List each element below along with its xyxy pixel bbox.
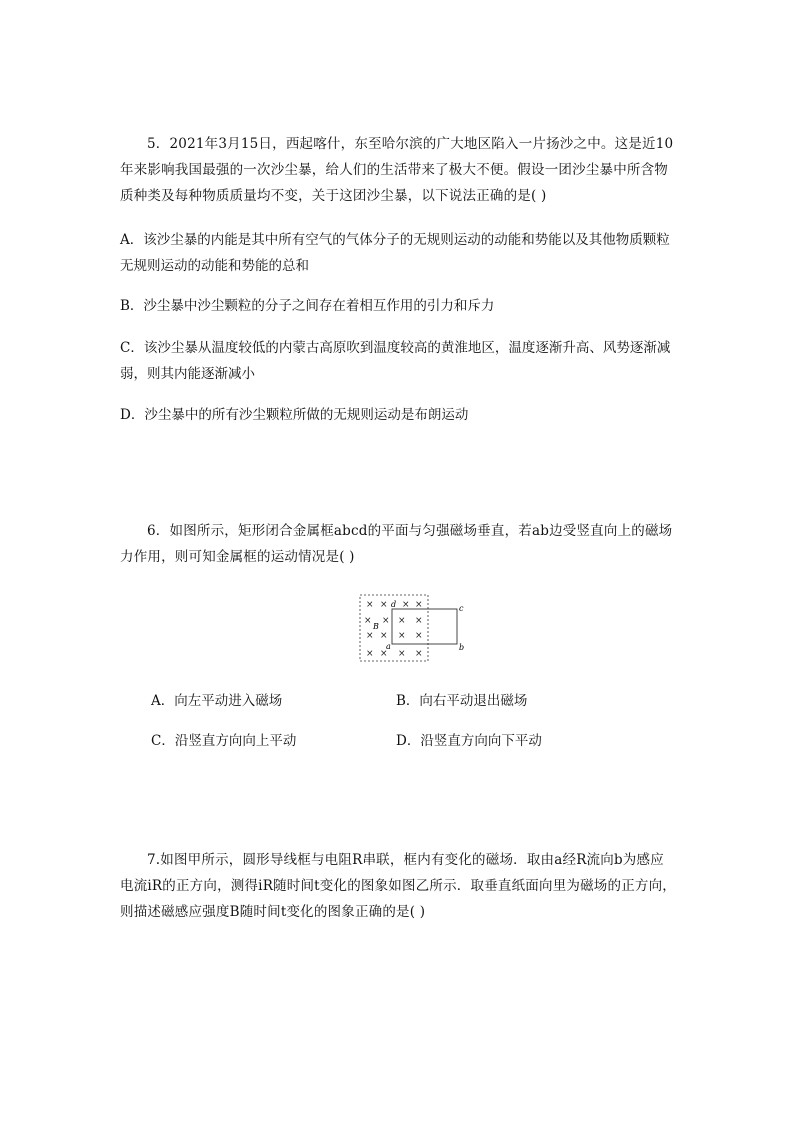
- question-5-option-b: B．沙尘暴中沙尘颗粒的分子之间存在着相互作用的引力和斥力: [120, 298, 495, 314]
- label-c: c: [459, 604, 464, 613]
- field-cross: ×: [366, 649, 374, 659]
- question-5-option-d: D．沙尘暴中的所有沙尘颗粒所做的无规则运动是布朗运动: [120, 407, 469, 423]
- field-cross: ×: [398, 631, 406, 641]
- magnetic-field-frame-figure: [355, 592, 475, 664]
- field-cross: ×: [380, 649, 388, 659]
- question-6-option-a: A．向左平动进入磁场: [151, 693, 283, 709]
- field-cross: ×: [366, 631, 374, 641]
- question-6-option-d: D．沿竖直方向向下平动: [396, 733, 542, 749]
- question-5-option-c: C．该沙尘暴从温度较低的内蒙古高原吹到温度较高的黄淮地区，温度逐渐升高、风势逐渐减弱，则其内能逐渐减小: [120, 340, 671, 382]
- figure-svg: [355, 592, 475, 664]
- field-cross: ×: [415, 631, 423, 641]
- field-cross: ×: [382, 616, 390, 626]
- field-cross: ×: [398, 649, 406, 659]
- question-7-stem: 7.如图甲所示，圆形导线框与电阻R串联，框内有变化的磁场．取由a经R流向b为感应电流iR的正方向，测得iR随时间t变化的图象如图乙所示．取垂直纸面向里为磁场的正方向，则描述磁感应强度B随时间t变化的图象正确的是( ): [120, 852, 676, 920]
- question-6-option-b: B．向右平动退出磁场: [396, 693, 528, 709]
- label-field-b: B: [373, 622, 379, 631]
- label-b: b: [459, 643, 465, 652]
- label-a: a: [386, 642, 391, 651]
- question-5-option-a: A．该沙尘暴的内能是其中所有空气的气体分子的无规则运动的动能和势能以及其他物质颗粒无规则运动的动能和势能的总和: [120, 232, 670, 274]
- field-cross: ×: [364, 616, 372, 626]
- field-cross: ×: [415, 600, 423, 610]
- field-cross: ×: [366, 600, 374, 610]
- field-cross: ×: [380, 600, 388, 610]
- field-cross: ×: [415, 616, 423, 626]
- field-cross: ×: [402, 600, 410, 610]
- field-cross: ×: [380, 631, 388, 641]
- label-d: d: [391, 600, 397, 609]
- field-cross: ×: [415, 649, 423, 659]
- question-6-stem: 6．如图所示，矩形闭合金属框abcd的平面与匀强磁场垂直，若ab边受竖直向上的磁场力作用，则可知金属框的运动情况是( ): [120, 523, 673, 565]
- field-cross: ×: [398, 616, 406, 626]
- question-6-option-c: C．沿竖直方向向上平动: [151, 733, 297, 749]
- question-5-stem: 5．2021年3月15日，西起喀什，东至哈尔滨的广大地区陷入一片扬沙之中。这是近10年来影响我国最强的一次沙尘暴，给人们的生活带来了极大不便。假设一团沙尘暴中所含物质种类及每种物质质量均不变，关于这团沙尘暴，以下说法正确的是( ): [120, 136, 674, 204]
